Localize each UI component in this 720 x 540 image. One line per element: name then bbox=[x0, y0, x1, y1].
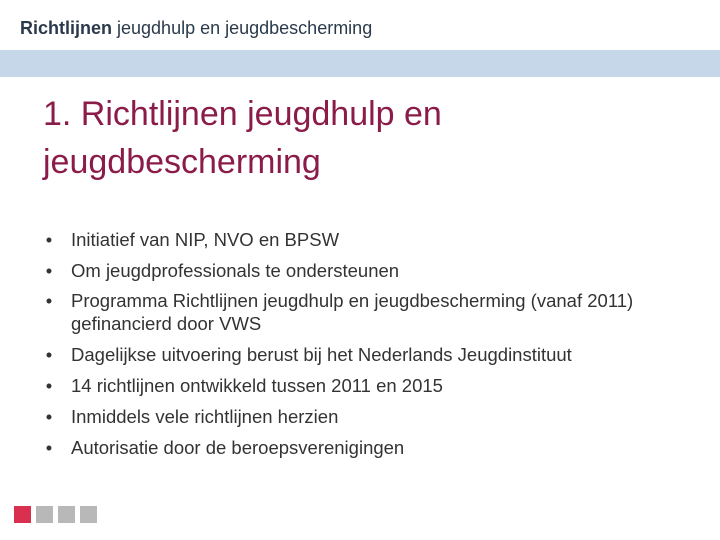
bullet-item bbox=[42, 374, 702, 397]
bullet-text: Dagelijkse uitvoering berust bij het Nederlands Jeugdinstituut bbox=[71, 344, 572, 365]
bullet-item bbox=[42, 343, 702, 366]
footer-square bbox=[58, 506, 75, 523]
header-title-rest: jeugdhulp en jeugdbescherming bbox=[112, 18, 373, 38]
bullet-text: Om jeugdprofessionals te ondersteunen bbox=[71, 260, 400, 281]
bullet-text: 14 richtlijnen ontwikkeld tussen 2011 en 2015 bbox=[71, 375, 443, 396]
bullet-item bbox=[42, 228, 702, 251]
bullet-icon: • bbox=[45, 375, 53, 396]
header-title-bold: Richtlijnen bbox=[20, 18, 113, 38]
header-accent-band bbox=[0, 50, 720, 77]
footer-decoration bbox=[14, 506, 102, 523]
bullet-text: Programma Richtlijnen jeugdhulp en jeugdbescherming (vanaf 2011) gefinancierd door VWS bbox=[71, 290, 634, 334]
bullet-icon: • bbox=[45, 437, 53, 458]
footer-square-active bbox=[14, 506, 31, 523]
bullet-icon: • bbox=[45, 260, 53, 281]
bullet-item bbox=[42, 436, 702, 459]
bullet-icon: • bbox=[45, 229, 53, 250]
footer-square bbox=[80, 506, 97, 523]
header-title bbox=[20, 18, 372, 39]
bullet-text: Autorisatie door de beroepsverenigingen bbox=[71, 437, 405, 458]
bullet-icon: • bbox=[45, 344, 53, 365]
slide-title: 1. Richtlijnen jeugdhulp en jeugdbescherming bbox=[43, 95, 442, 181]
bullet-item bbox=[42, 289, 702, 335]
bullet-text: Inmiddels vele richtlijnen herzien bbox=[71, 406, 339, 427]
footer-square bbox=[36, 506, 53, 523]
bullet-icon: • bbox=[45, 290, 53, 311]
bullet-item bbox=[42, 405, 702, 428]
bullet-icon: • bbox=[45, 406, 53, 427]
bullet-list bbox=[42, 228, 702, 467]
bullet-text: Initiatief van NIP, NVO en BPSW bbox=[71, 229, 340, 250]
header-bar bbox=[0, 0, 720, 50]
bullet-item bbox=[42, 259, 702, 282]
